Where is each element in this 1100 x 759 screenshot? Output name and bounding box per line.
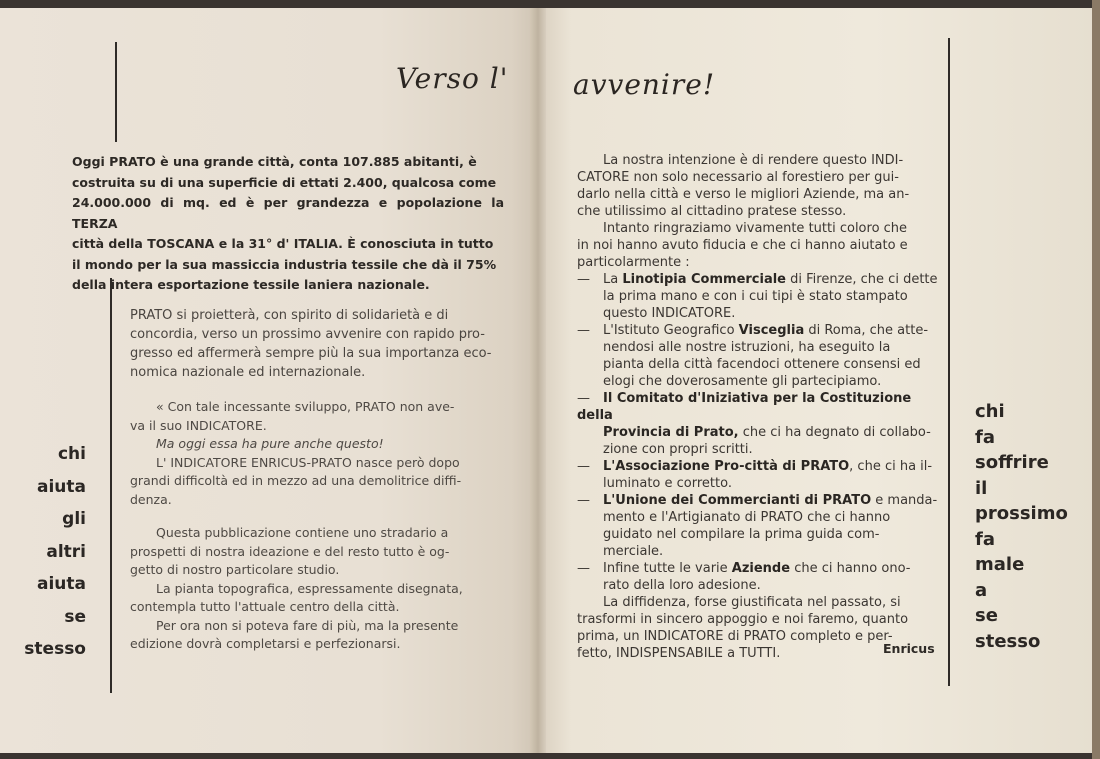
slogan-word: se — [975, 605, 998, 626]
slogan-word: prossimo — [975, 503, 1068, 524]
slogan-word: chi — [57, 444, 86, 464]
development-paragraph: « Con tale incessante sviluppo, PRATO non ave- va il suo INDICATORE. Ma oggi essa ha pure anche questo! L' INDICATORE ENRICUS-PRATO nasce però dopo grandi difficoltà ed in mezzo ad una demolitrice diffi- denza. Questa pubblicazione contiene uno stradario a prospetti di nostra ideazione e del resto tutto è og- getto di nostro particolare studio. La pianta topografica, espressamente disegnata, contempla tutto l'attuale centro della città. Per ora non si poteva fare di più, ma la presente edizione dovrà completarsi e perfezionarsi. — [130, 399, 463, 651]
left-slogan — [20, 438, 86, 666]
left-heading: Verso l' — [396, 62, 509, 95]
slogan-word: a — [975, 579, 988, 601]
thanks-item: — Il Comitato d'Iniziativa per la Costituzione della — [577, 391, 912, 423]
intro-paragraph: Oggi PRATO è una grande città, conta 107.885 abitanti, è costruita su di una superficie di ettati 2.400, qualcosa come 24.000.000 di mq. ed è per grandezza e popolazione la TERZA città della TOSCANA e la 31° d' ITALIA. È conosciuta in tutto il mondo per la sua massiccia industria tessile che dà il 75% della intera esportazione tessile laniera nazionale. — [72, 154, 504, 292]
slogan-word: altri — [46, 541, 86, 562]
page-edge — [1092, 0, 1100, 759]
slogan-word: fa — [975, 426, 995, 448]
slogan-word: stesso — [975, 630, 1041, 652]
book-spine — [530, 8, 546, 753]
slogan-word: se — [64, 606, 86, 627]
slogan-word: soffrire — [975, 452, 1049, 473]
thanks-item: — L'Unione dei Commercianti di PRATO e manda- — [577, 493, 938, 508]
slogan-word: aiuta — [37, 476, 86, 497]
slogan-word: il — [975, 477, 988, 499]
slogan-word: aiuta — [37, 574, 86, 594]
right-slogan — [975, 399, 1068, 654]
thanks-item: — L'Associazione Pro-città di PRATO, che ci ha il- — [577, 459, 933, 474]
signature: Enricus — [883, 641, 935, 656]
slogan-word: stesso — [24, 639, 86, 659]
slogan-word: chi — [975, 401, 1005, 422]
right-heading: avvenire! — [573, 68, 716, 101]
slogan-word: gli — [62, 509, 86, 529]
left-top-rule — [115, 42, 117, 142]
thanks-item: — L'Istituto Geografico Visceglia di Roma, che atte- — [577, 323, 929, 338]
slogan-word: male — [975, 554, 1025, 575]
left-side-rule — [110, 278, 112, 693]
thanks-item: — La Linotipia Commerciale di Firenze, che ci dette — [577, 272, 938, 287]
slogan-word: fa — [975, 528, 995, 550]
projection-paragraph: PRATO si proietterà, con spirito di solidarietà e di concordia, verso un prossimo avvenire con rapido pro- gresso ed affermerà sempre più la sua importanza eco- nomica nazionale ed internazionale. — [130, 308, 492, 380]
thanks-item: — Infine tutte le varie Aziende che ci hanno ono- — [577, 561, 911, 576]
right-side-rule — [948, 38, 950, 686]
acknowledgements-text: La nostra intenzione è di rendere questo INDI- CATORE non solo necessario al forestiero per gui- darlo nella città e verso le migliori Aziende, ma an- che utilissimo al cittadino pratese stesso. Intanto ringraziamo vivamente tutti coloro che in noi hanno avuto fiducia e che ci hanno aiutato e particolarmente : — La Linotipia Commerciale di Firenze, che ci dette la prima mano e con i cui tipi è stato stampato questo INDICATORE. — L'Istituto Geografico Visceglia di Roma, che atte- nendosi alle nostre istruzioni, ha eseguito la pianta della città facendoci ottenere consensi ed elogi che doverosamente gli partecipiamo. — Il Comitato d'Iniziativa per la Costituzione della Provincia di Prato, che ci ha degnato di collabo- zione con propri scritti. — L'Associazione Pro-città di PRATO, che ci ha il- luminato e corretto. — L'Unione dei Commercianti di PRATO e manda- mento e l'Artigianato di PRATO che ci hanno guidato nel compilare la prima guida com- merciale. — Infine tutte le varie Aziende che ci hanno ono- rato della loro adesione. La diffidenza, forse giustificata nel passato, si trasformi in sincero appoggio e noi faremo, quanto prima, un INDICATORE di PRATO completo e per- fetto, INDISPENSABILE a TUTTI. — [577, 152, 944, 662]
